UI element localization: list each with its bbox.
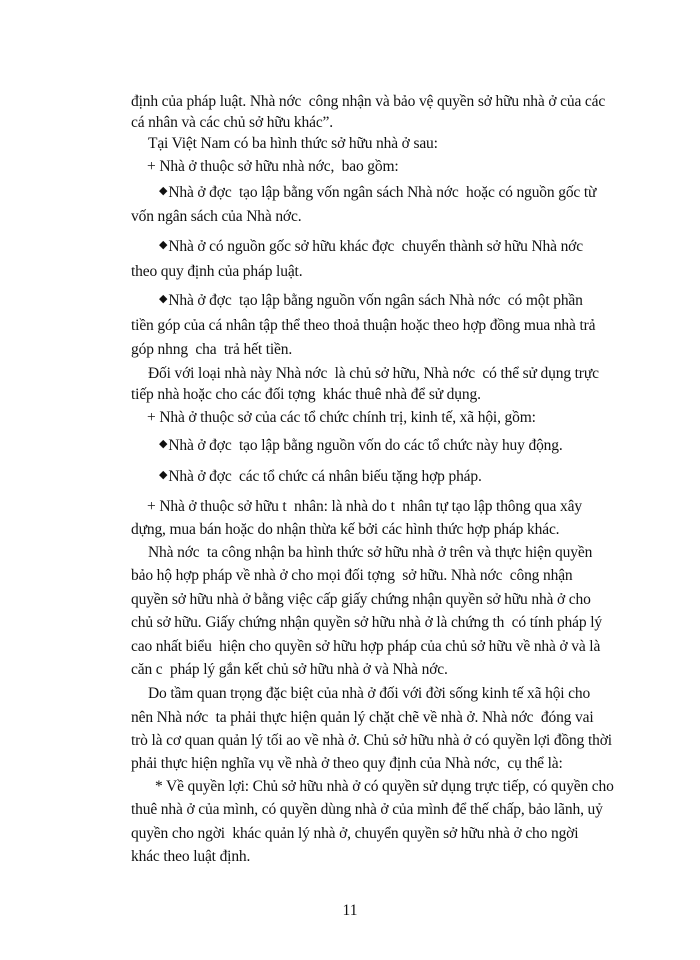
bullet-line [159, 467, 482, 488]
text-line: góp nhng cha trả hết tiền. [131, 341, 293, 358]
text-line: dựng, mua bán hoặc do nhận thừa kế bởi các hình thức hợp pháp khác. [131, 521, 560, 538]
page-number: 11 [342, 902, 358, 919]
text-line: Nhà ở đợc tạo lập bằng nguồn vốn ngân sách Nhà nớc có một phần [168, 292, 583, 309]
text-line: định của pháp luật. Nhà nớc công nhận và bảo vệ quyền sở hữu nhà ở của các [131, 93, 606, 110]
text-line: trò là cơ quan quản lý tối ao về nhà ở. Chủ sở hữu nhà ở có quyền lợi đồng thời [131, 732, 612, 749]
bullet-line [159, 183, 596, 204]
text-line: + Nhà ở thuộc sở hữu t nhân: là nhà do t nhân tự tạo lập thông qua xây [147, 498, 582, 515]
diamond-bullet-icon: ◆ [159, 293, 168, 305]
text-line: Do tầm quan trọng đặc biệt của nhà ở đối với đời sống kinh tế xã hội cho [148, 685, 591, 702]
text-line: căn c pháp lý gắn kết chủ sở hữu nhà ở và Nhà nớc. [131, 661, 448, 678]
bullet-line [159, 436, 563, 457]
diamond-bullet-icon: ◆ [159, 469, 168, 481]
text-line: cao nhất biểu hiện cho quyền sở hữu hợp pháp của chủ sở hữu về nhà ở và là [131, 638, 601, 655]
bullet-line [159, 291, 583, 312]
text-line: Tại Việt Nam có ba hình thức sở hữu nhà ở sau: [148, 135, 438, 152]
text-line: Đối với loại nhà này Nhà nớc là chủ sở hữu, Nhà nớc có thể sử dụng trực [148, 365, 599, 382]
diamond-bullet-icon: ◆ [159, 438, 168, 450]
text-line: nên Nhà nớc ta phải thực hiện quản lý chặt chẽ về nhà ở. Nhà nớc đóng vai [131, 709, 594, 726]
bullet-line [159, 237, 583, 258]
text-line: quyền sở hữu nhà ở bằng việc cấp giấy chứng nhận quyền sở hữu nhà ở cho [131, 591, 591, 608]
diamond-bullet-icon: ◆ [159, 239, 168, 251]
text-line: tiếp nhà hoặc cho các đối tợng khác thuê nhà để sử dụng. [131, 386, 481, 403]
text-line: Nhà ở đợc các tổ chức cá nhân biếu tặng hợp pháp. [168, 468, 482, 485]
text-line: + Nhà ở thuộc sở của các tổ chức chính trị, kinh tế, xã hội, gồm: [147, 409, 536, 426]
text-line: + Nhà ở thuộc sở hữu nhà nớc, bao gồm: [147, 158, 399, 175]
text-line: quyền cho ngời khác quản lý nhà ở, chuyển quyền sở hữu nhà ở cho ngời [131, 825, 579, 842]
text-line: khác theo luật định. [131, 848, 251, 865]
text-line: Nhà ở đợc tạo lập bằng nguồn vốn do các tổ chức này huy động. [168, 437, 563, 454]
text-line: cá nhân và các chủ sở hữu khác”. [131, 114, 334, 131]
text-line: tiền góp của cá nhân tập thể theo thoả thuận hoặc theo hợp đồng mua nhà trả [131, 317, 596, 334]
text-line: Nhà ở đợc tạo lập bằng vốn ngân sách Nhà nớc hoặc có nguồn gốc từ [168, 184, 597, 201]
text-line: Nhà ở có nguồn gốc sở hữu khác đợc chuyển thành sở hữu Nhà nớc [168, 238, 583, 255]
text-line: Nhà nớc ta công nhận ba hình thức sở hữu nhà ở trên và thực hiện quyền [148, 544, 593, 561]
text-line: phải thực hiện nghĩa vụ về nhà ở theo quy định của Nhà nớc, cụ thể là: [131, 755, 563, 772]
diamond-bullet-icon: ◆ [159, 185, 168, 197]
text-line: thuê nhà ở của mình, có quyền dùng nhà ở của mình để thế chấp, bảo lãnh, uỷ [131, 801, 603, 818]
text-line: theo quy định của pháp luật. [131, 263, 303, 280]
text-line: vốn ngân sách của Nhà nớc. [131, 208, 302, 225]
text-line: chủ sở hữu. Giấy chứng nhận quyền sở hữu nhà ở là chứng th có tính pháp lý [131, 614, 602, 631]
text-line: * Về quyền lợi: Chủ sở hữu nhà ở có quyền sử dụng trực tiếp, có quyền cho [155, 778, 614, 795]
text-line: bảo hộ hợp pháp về nhà ở cho mọi đối tợng sở hữu. Nhà nớc công nhận [131, 567, 573, 584]
